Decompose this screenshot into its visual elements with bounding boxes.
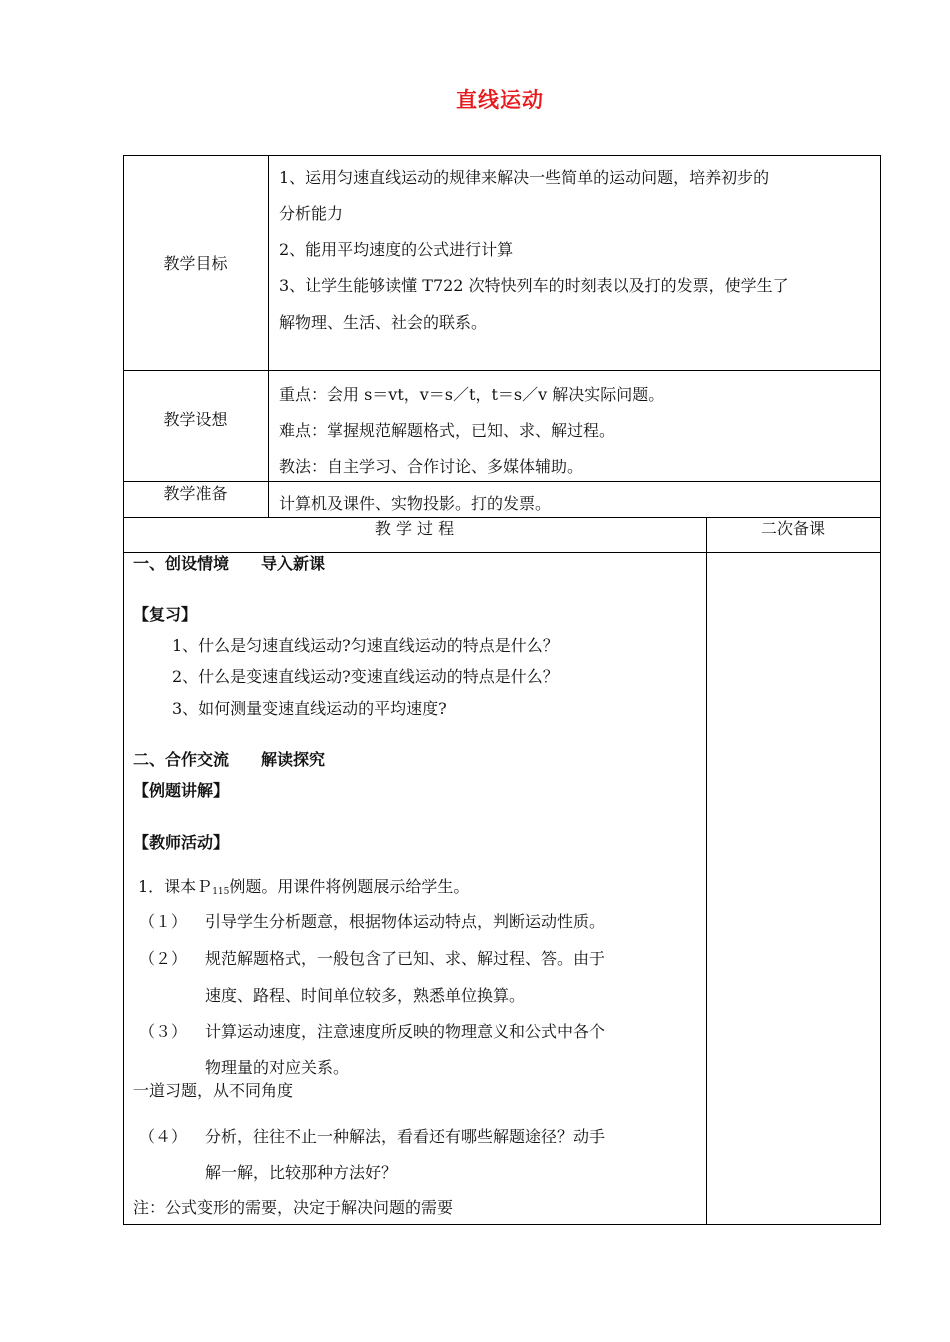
preparation-label: 教学准备	[163, 484, 228, 503]
row-divider	[123, 552, 881, 553]
objectives-line: 3、让学生能够读懂 T722 次特快列车的时刻表以及打的发票，使学生了	[279, 276, 789, 295]
preparation-text: 计算机及课件、实物投影。打的发票。	[279, 494, 552, 513]
sub-item-text: 分析，往往不止一种解法，看看还有哪些解题途径？动手	[205, 1127, 606, 1146]
row-divider	[123, 517, 881, 518]
objectives-line: 2、能用平均速度的公式进行计算	[279, 240, 514, 259]
side-header: 二次备课	[760, 519, 825, 538]
sub-item-text: 物理量的对应关系。	[205, 1058, 350, 1077]
document-title: 直线运动	[456, 88, 544, 112]
review-item: 1、什么是匀速直线运动?匀速直线运动的特点是什么？	[172, 636, 559, 655]
label-column-divider	[268, 155, 269, 517]
design-method: 教法：自主学习、合作讨论、多媒体辅助。	[279, 457, 584, 476]
objectives-line: 1、运用匀速直线运动的规律来解决一些简单的运动问题，培养初步的	[279, 168, 770, 187]
process-header: 教 学 过 程	[374, 519, 455, 538]
review-item: 2、什么是变速直线运动?变速直线运动的特点是什么？	[172, 667, 559, 686]
table-border-right	[880, 155, 881, 1225]
sub-item-text: 引导学生分析题意，根据物体运动特点，判断运动性质。	[205, 912, 606, 931]
footnote: 注：公式变形的需要，决定于解决问题的需要	[133, 1198, 454, 1217]
sub-item-number: （４）	[139, 1127, 188, 1146]
design-label: 教学设想	[163, 410, 228, 429]
objectives-line: 解物理、生活、社会的联系。	[279, 313, 488, 332]
step-1-prefix: 1．课本Ｐ	[138, 877, 213, 896]
section-heading-1: 一、创设情境 导入新课	[133, 554, 326, 573]
table-border-bottom	[123, 1224, 881, 1225]
step-1-suffix: 例题。用课件将例题展示给学生。	[229, 877, 470, 896]
teacher-heading: 【教师活动】	[133, 833, 230, 852]
step-1	[138, 877, 469, 902]
sub-item-number: （２）	[139, 949, 188, 968]
sub-item-text: 规范解题格式，一般包含了已知、求、解过程、答。由于	[205, 949, 606, 968]
sub-item-number: （３）	[139, 1022, 188, 1041]
step-1-page: 115	[212, 887, 230, 897]
review-item: 3、如何测量变速直线运动的平均速度?	[172, 699, 447, 718]
sub-item-text: 计算运动速度，注意速度所反映的物理意义和公式中各个	[205, 1022, 606, 1041]
objectives-line: 分析能力	[279, 204, 344, 223]
side-column-divider	[706, 517, 707, 1224]
table-border-left	[123, 155, 124, 1225]
design-difficulty: 难点：掌握规范解题格式，已知、求、解过程。	[279, 421, 616, 440]
sub-item-text: 解一解，比较那种方法好？	[205, 1163, 398, 1182]
row-divider	[123, 370, 881, 371]
sub-item-text: 速度、路程、时间单位较多，熟悉单位换算。	[205, 986, 526, 1005]
example-heading: 【例题讲解】	[133, 781, 230, 800]
sub-item-number: （１）	[139, 912, 188, 931]
row-divider	[123, 481, 881, 482]
review-heading: 【复习】	[133, 605, 198, 624]
objectives-label: 教学目标	[163, 254, 228, 273]
exercise-note: 一道习题，从不同角度	[133, 1081, 294, 1100]
section-heading-2: 二、合作交流 解读探究	[133, 750, 326, 769]
design-key-point: 重点：会用 s＝vt，v＝s／t，t＝s／v 解决实际问题。	[279, 385, 665, 404]
table-border-top	[123, 155, 881, 156]
